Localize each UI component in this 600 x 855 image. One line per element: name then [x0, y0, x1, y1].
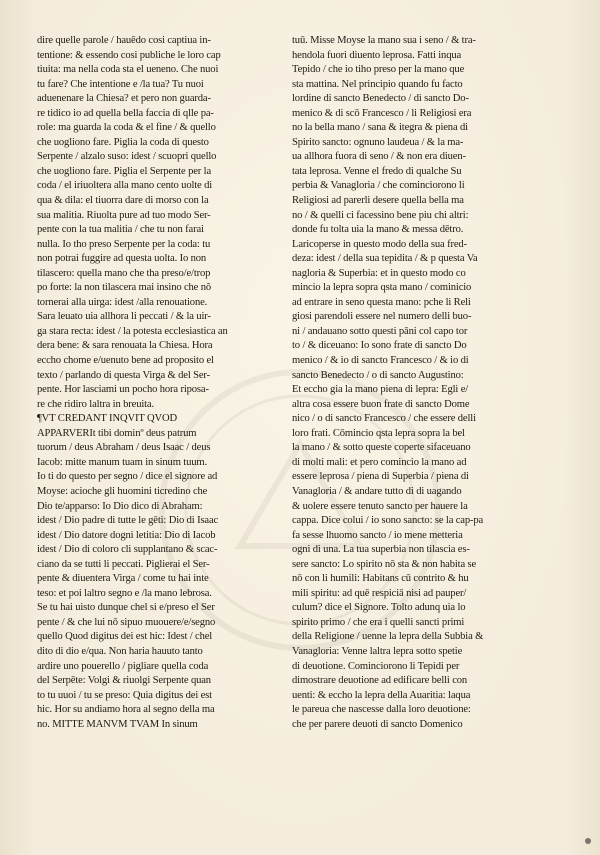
- text-line: idest / Dio padre di tutte le gēti: Dio di Isaac: [37, 515, 219, 527]
- text-line: fa sesse lhuomo sancto / io mene metteria: [292, 529, 463, 541]
- text-line: to / & diceuano: Io sono frate di sancto Do: [292, 340, 467, 352]
- text-line: dera bene: & sara renouata la Chiesa. Hora: [37, 340, 213, 352]
- text-line: po forte: la non tilascera mai insino che nõ: [37, 282, 212, 294]
- text-line: aduenenare la Chiesa? et pero non guarda-: [37, 93, 211, 105]
- text-line: pente con la tua malitia / che tu non farai: [37, 224, 204, 236]
- text-line: to tu uuoi / tu se preso: Quia digitus dei est: [37, 689, 212, 701]
- text-line: tu fare? Che intentione e /la tua? Tu nuoi: [37, 78, 204, 90]
- text-line: Io ti do questo per segno / dice el signore ad: [37, 471, 218, 483]
- text-line: Religiosi ad parerli desere quella bella ma: [292, 195, 464, 207]
- text-line: Spirito sancto: ognuno laudeua / & la ma-: [292, 136, 464, 148]
- text-line: mili spiritu: ad quē respiciā nisi ad pauper/: [292, 587, 467, 599]
- text-line: Iacob: mitte manum tuam in sinum tuum.: [37, 456, 207, 468]
- text-line: tornerai alla uirga: idest /alla renouatione.: [37, 296, 208, 308]
- text-line: APPARVERIt tibi dominº deus patrum: [37, 427, 197, 439]
- text-line: essere leprosa / piena di Superbia / piena di: [292, 471, 469, 483]
- text-line: tiuita: ma nella coda sta el ueneno. Che nuoi: [37, 64, 219, 76]
- text-line: pente / & che lui nō sipuo muouere/e/segno: [37, 616, 216, 628]
- text-line: nagloria & Superbia: et in questo modo co: [292, 267, 466, 279]
- text-line: altra cosa essere buon frate di sancto Dome: [292, 398, 470, 410]
- text-line: mincio la lepra sopra qsta mano / cominicio: [292, 282, 472, 294]
- text-line: che per parere deuoti di sancto Domenico: [292, 718, 463, 730]
- text-line: Sara leuato uia allhora li peccati / & la uir-: [37, 311, 211, 323]
- text-line: tentione: & essendo cosi publiche le loro cap: [37, 49, 221, 61]
- text-line: no / & quelli ci facessino bene piu chi altri:: [292, 209, 469, 221]
- text-line: donde fu tolta uia la mano & messa dētro.: [292, 224, 464, 236]
- corner-mark: [585, 838, 591, 844]
- text-line: teso: et poi laltro segno e /la mano lebrosa.: [37, 587, 212, 599]
- text-line: coda / el iriuoltera alla mano cento uolte di: [37, 180, 213, 192]
- text-line: menico / & io di sancto Francesco / & io di: [292, 355, 469, 367]
- text-line: no. MITTE MANVM TVAM In sinum: [37, 718, 198, 730]
- text-line: spirito primo / che era i quelli sancti primi: [292, 616, 465, 628]
- text-line: tuorum / deus Abraham / deus Isaac / deus: [37, 442, 211, 454]
- text-line: hendola fuori diuento leprosa. Fatti inqua: [292, 49, 462, 61]
- text-line: eccho chome e/uenuto bene ad proposito el: [37, 355, 214, 367]
- text-line: hic. Hor su andiamo hora al segno della ma: [37, 704, 215, 716]
- left-text-column: [37, 34, 285, 732]
- text-line: ciano da se tutti li peccati. Piglierai el Ser-: [37, 558, 210, 570]
- text-line: ga stara recta: idest / la potesta ecclesiastica an: [37, 325, 228, 337]
- text-line: idest / Dio di coloro cli supplantano & scac-: [37, 544, 218, 556]
- text-line: dimostrare deuotione ad edificare belli con: [292, 675, 468, 687]
- text-line: del Serpēte: Volgi & riuolgi Serpente quan: [37, 675, 211, 687]
- text-line: giosi parendoli essere nel numero delli buo-: [292, 311, 472, 323]
- text-line: ardire uno pouerello / pigliare quella coda: [37, 660, 209, 672]
- text-line: Tepido / che io tiho preso per la mano que: [292, 64, 465, 76]
- text-line: sua malitia. Riuolta pure ad tuo modo Ser-: [37, 209, 211, 221]
- text-line: Serpente / alzalo suso: idest / scuopri quello: [37, 151, 217, 163]
- text-line: cappa. Dice colui / io sono sancto: se la cap-pa: [292, 515, 484, 527]
- text-line: Laricoperse in questo modo della sua fred-: [292, 238, 467, 250]
- text-line: culum? dice el Signore. Tolto adunq uia lo: [292, 602, 466, 614]
- right-text-column: [292, 34, 544, 732]
- text-line: deza: idest / della sua tepidita / & p questa Va: [292, 253, 478, 265]
- text-line: role: ma guarda la coda & el fine / & quello: [37, 122, 216, 134]
- text-line: sere sancto: Lo spirito nō sta & non habita se: [292, 558, 477, 570]
- text-line: Moyse: acioche gli huomini ticredino che: [37, 485, 208, 497]
- text-line: non potrai fuggire ad questa uolta. Io non: [37, 253, 207, 265]
- text-line: le pareua che nascesse dalla loro deuotione:: [292, 704, 471, 716]
- text-line: che uogliono fare. Piglia la coda di questo: [37, 136, 209, 148]
- text-line: idest / Dio datore dogni letitia: Dio di Iacob: [37, 529, 216, 541]
- text-line: Dio te/apparso: Io Dio dico di Abraham:: [37, 500, 203, 512]
- text-line: di molti mali: et pero comincio la mano ad: [292, 456, 467, 468]
- text-line: nō con li humili: Habitans cū contrito & hu: [292, 573, 469, 585]
- text-line: ni / andauano sotto questi pāni col capo tor: [292, 325, 468, 337]
- text-line: ¶VT CREDANT INQVIT QVOD: [37, 413, 177, 425]
- text-line: texto / parlando di questa Virga & del Ser-: [37, 369, 210, 381]
- text-line: Se tu hai uisto dunque chel si e/preso el Ser: [37, 602, 215, 614]
- text-line: re che ridiro laltra in breuita.: [37, 398, 154, 410]
- text-line: menico & di scō Francesco / li Religiosi era: [292, 107, 472, 119]
- text-line: pente & diuentera Virga / come tu hai inte: [37, 573, 209, 585]
- text-line: pente. Hor lasciami un pocho hora riposa-: [37, 384, 209, 396]
- text-line: che uogliono fare. Piglia el Serpente per la: [37, 165, 212, 177]
- text-line: ua allhora fuora di seno / & non era diuen-: [292, 151, 466, 163]
- text-line: di deuotione. Cominciorono li Tepidi per: [292, 660, 460, 672]
- text-line: sta mattina. Nel principio quando fu facto: [292, 78, 463, 90]
- text-line: & uolere essere tenuto sancto per hauere la: [292, 500, 468, 512]
- text-line: tuū. Misse Moyse la mano sua i seno / & tra-: [292, 35, 476, 46]
- text-line: Vanagloria / & andare tutto di di uagando: [292, 485, 462, 497]
- text-line: la mano / & sotto queste coperte sifaceuano: [292, 442, 471, 454]
- text-line: Et eccho gia la mano piena di lepra: Egli e/: [292, 384, 469, 396]
- text-line: qua & dila: el tiuorra dare di morso con la: [37, 195, 209, 207]
- text-line: ogni di una. La tua superbia non tilascia es-: [292, 544, 470, 556]
- text-line: ad entrare in seno questa mano: pche li Reli: [292, 296, 471, 308]
- text-line: tilascero: quella mano che tha preso/e/trop: [37, 267, 211, 279]
- text-line: tata leprosa. Venne el fredo di qualche Su: [292, 165, 462, 177]
- text-line: uenti: & eccho la lepra della Auaritia: laqua: [292, 689, 471, 701]
- text-line: della Religione / uenne la lepra della Subbia &: [292, 631, 484, 643]
- text-line: sancto Benedecto / o di sancto Augustino:: [292, 369, 464, 381]
- text-line: dire quelle parole / hauēdo cosi captiua in-: [37, 35, 211, 46]
- text-line: re tidico io ad quella bella faccia di qlle pa-: [37, 107, 214, 119]
- text-line: Vanagloria: Venne laltra lepra sotto spetie: [292, 645, 463, 657]
- text-line: no la bella mano / sana & itegra & piena di: [292, 122, 468, 134]
- text-line: perbia & Vanagloria / che cominciorono li: [292, 180, 465, 192]
- text-line: dito di dio e/qua. Non haria hauuto tanto: [37, 645, 203, 657]
- text-line: loro frati. Cōmincio qsta lepra sopra la bel: [292, 427, 465, 439]
- text-line: quello Quod digitus dei est hic: Idest / chel: [37, 631, 213, 643]
- text-line: lordine di sancto Benedecto / di sancto Do-: [292, 93, 469, 105]
- text-line: nulla. Io tho preso Serpente per la coda: tu: [37, 238, 211, 250]
- text-line: nico / o di sancto Francesco / che essere delli: [292, 413, 476, 425]
